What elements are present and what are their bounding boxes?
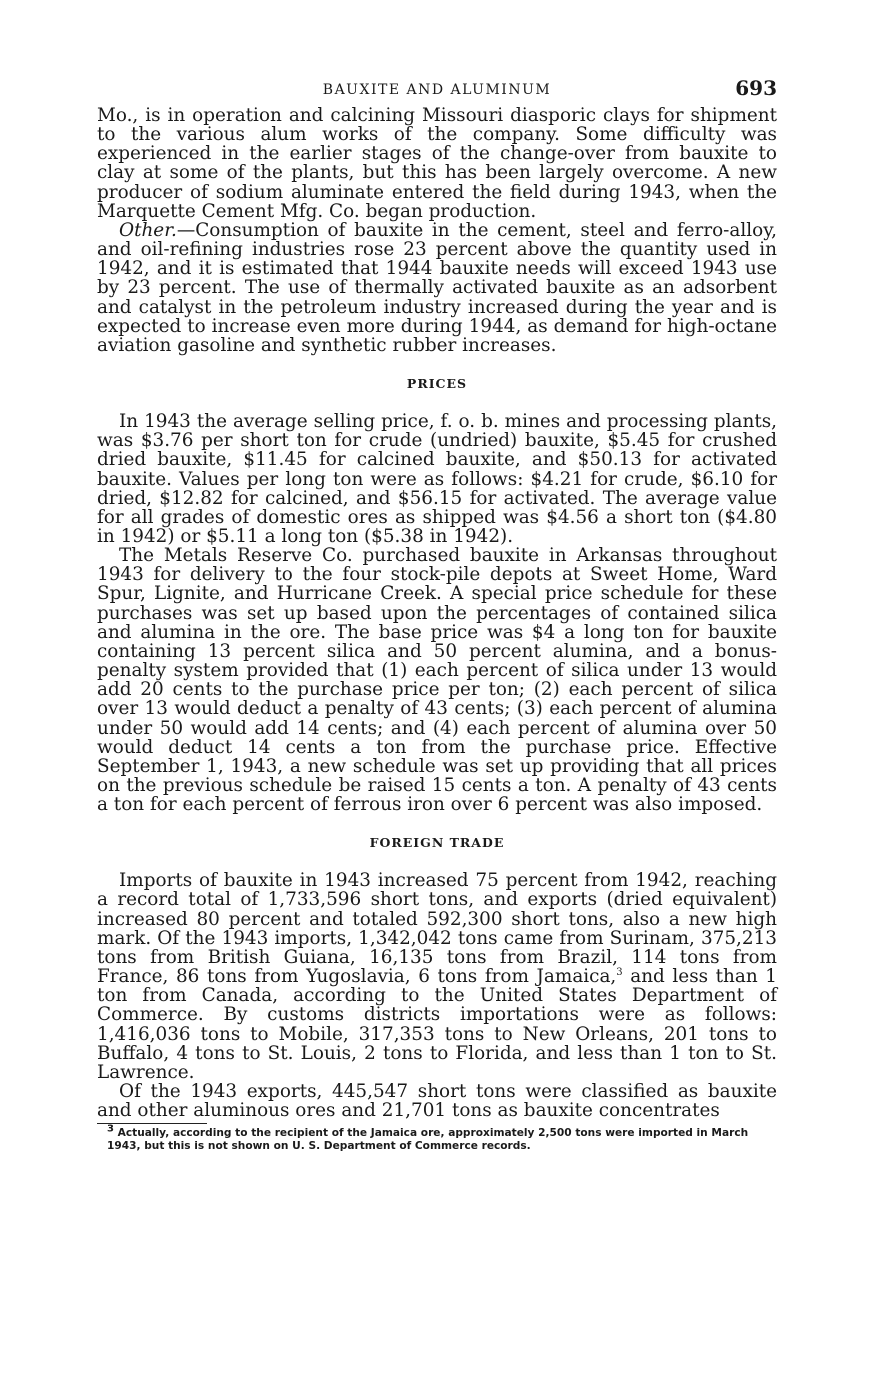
footnote-marker: 3 bbox=[107, 1123, 114, 1135]
page-header bbox=[97, 72, 777, 106]
paragraph-imports-part-a: Imports of bauxite in 1943 increased 75 percent from 1942, reaching a record total of 1,733,596 short tons, and exports (dried equivalent) increased 80 percent and totaled 592,300 short tons, also a new high mark. Of the 1943 imports, 1,342,042 tons came from Surinam, 375,213 tons from British Guiana, 16,135 tons from Brazil, 114 tons from France, 86 tons from Yugoslavia, 6 tons from Jamaica, bbox=[97, 870, 777, 988]
section-heading-prices: PRICES bbox=[406, 376, 468, 392]
paragraph-imports bbox=[97, 871, 777, 1082]
paragraph-lead-other: Other. bbox=[119, 219, 177, 241]
document-page bbox=[97, 72, 777, 1152]
paragraph-other-consumption bbox=[97, 221, 777, 355]
footnote-text: Actually, according to the recipient of the Jamaica ore, approximately 2,500 tons were imported in March 1943, but this is not shown on U. S. Department of Commerce records. bbox=[107, 1127, 749, 1152]
footnote bbox=[97, 1123, 777, 1152]
running-head: BAUXITE AND ALUMINUM bbox=[322, 82, 552, 98]
paragraph-prices-metals-reserve: The Metals Reserve Co. purchased bauxite in Arkansas throughout 1943 for delivery to the four stock-pile depots at Sweet Home, Ward Spur, Lignite, and Hurricane Creek. A special price schedule for these purchases was set up based upon the percentages of contained silica and alumina in the ore. The base price was $4 a long ton for bauxite containing 13 percent silica and 50 percent alumina, and a bonus-penalty system provided that (1) each percent of silica under 13 would add 20 cents to the purchase price per ton; (2) each percent of silica over 13 would deduct a penalty of 43 cents; (3) each percent of alumina under 50 would add 14 cents; and (4) each percent of alumina over 50 would deduct 14 cents a ton from the purchase price. Effective September 1, 1943, a new schedule was set up providing that all prices on the previous schedule be raised 15 cents a ton. A penalty of 43 cents a ton for each percent of ferrous iron over 6 percent was also imposed. bbox=[97, 545, 777, 816]
paragraph-imports-part-b: and less than 1 ton from Canada, according to the United States Department of Commerce. By customs districts importations were as follows: 1,416,036 tons to Mobile, 317,353 tons to New Orleans, 201 tons to Buffalo, 4 tons to St. Louis, 2 tons to Florida, and less than 1 ton to St. Lawrence. bbox=[97, 966, 777, 1083]
paragraph-other-text: —Consumption of bauxite in the cement, steel and ferro-alloy, and oil-refining industries rose 23 percent above the quantity used in 1942, and it is estimated that 1944 bauxite needs will exceed 1943 use by 23 percent. The use of thermally activated bauxite as an adsorbent and catalyst in the petroleum industry increased during the year and is expected to increase even more during 1944, as demand for high-octane aviation gasoline and synthetic rubber increases. bbox=[97, 219, 777, 356]
section-heading-foreign-trade: FOREIGN TRADE bbox=[369, 835, 505, 851]
page-number: 693 bbox=[735, 76, 777, 100]
paragraph-prices-average: In 1943 the average selling price, f. o. b. mines and processing plants, was $3.76 per short ton for crude (undried) bauxite, $5.45 for crushed dried bauxite, $11.45 for calcined bauxite, and $50.13 for activated bauxite. Values per long ton were as follows: $4.21 for crude, $6.10 for dried, $12.82 for calcined, and $56.15 for activated. The average value for all grades of domestic ores as shipped was $4.56 a short ton ($4.80 in 1942) or $5.11 a long ton ($5.38 in 1942). bbox=[97, 411, 777, 547]
paragraph-continuation: Mo., is in operation and calcining Missouri diasporic clays for shipment to the various alum works of the company. Some difficulty was experienced in the earlier stages of the change-over from bauxite to clay at some of the plants, but this has been largely overcome. A new producer of sodium aluminate entered the field during 1943, when the Marquette Cement Mfg. Co. began production. bbox=[97, 105, 777, 222]
footnote-reference: 3 bbox=[616, 966, 623, 978]
paragraph-exports: Of the 1943 exports, 445,547 short tons were classified as bauxite and other aluminous ores and 21,701 tons as bauxite concentrates bbox=[97, 1081, 777, 1122]
